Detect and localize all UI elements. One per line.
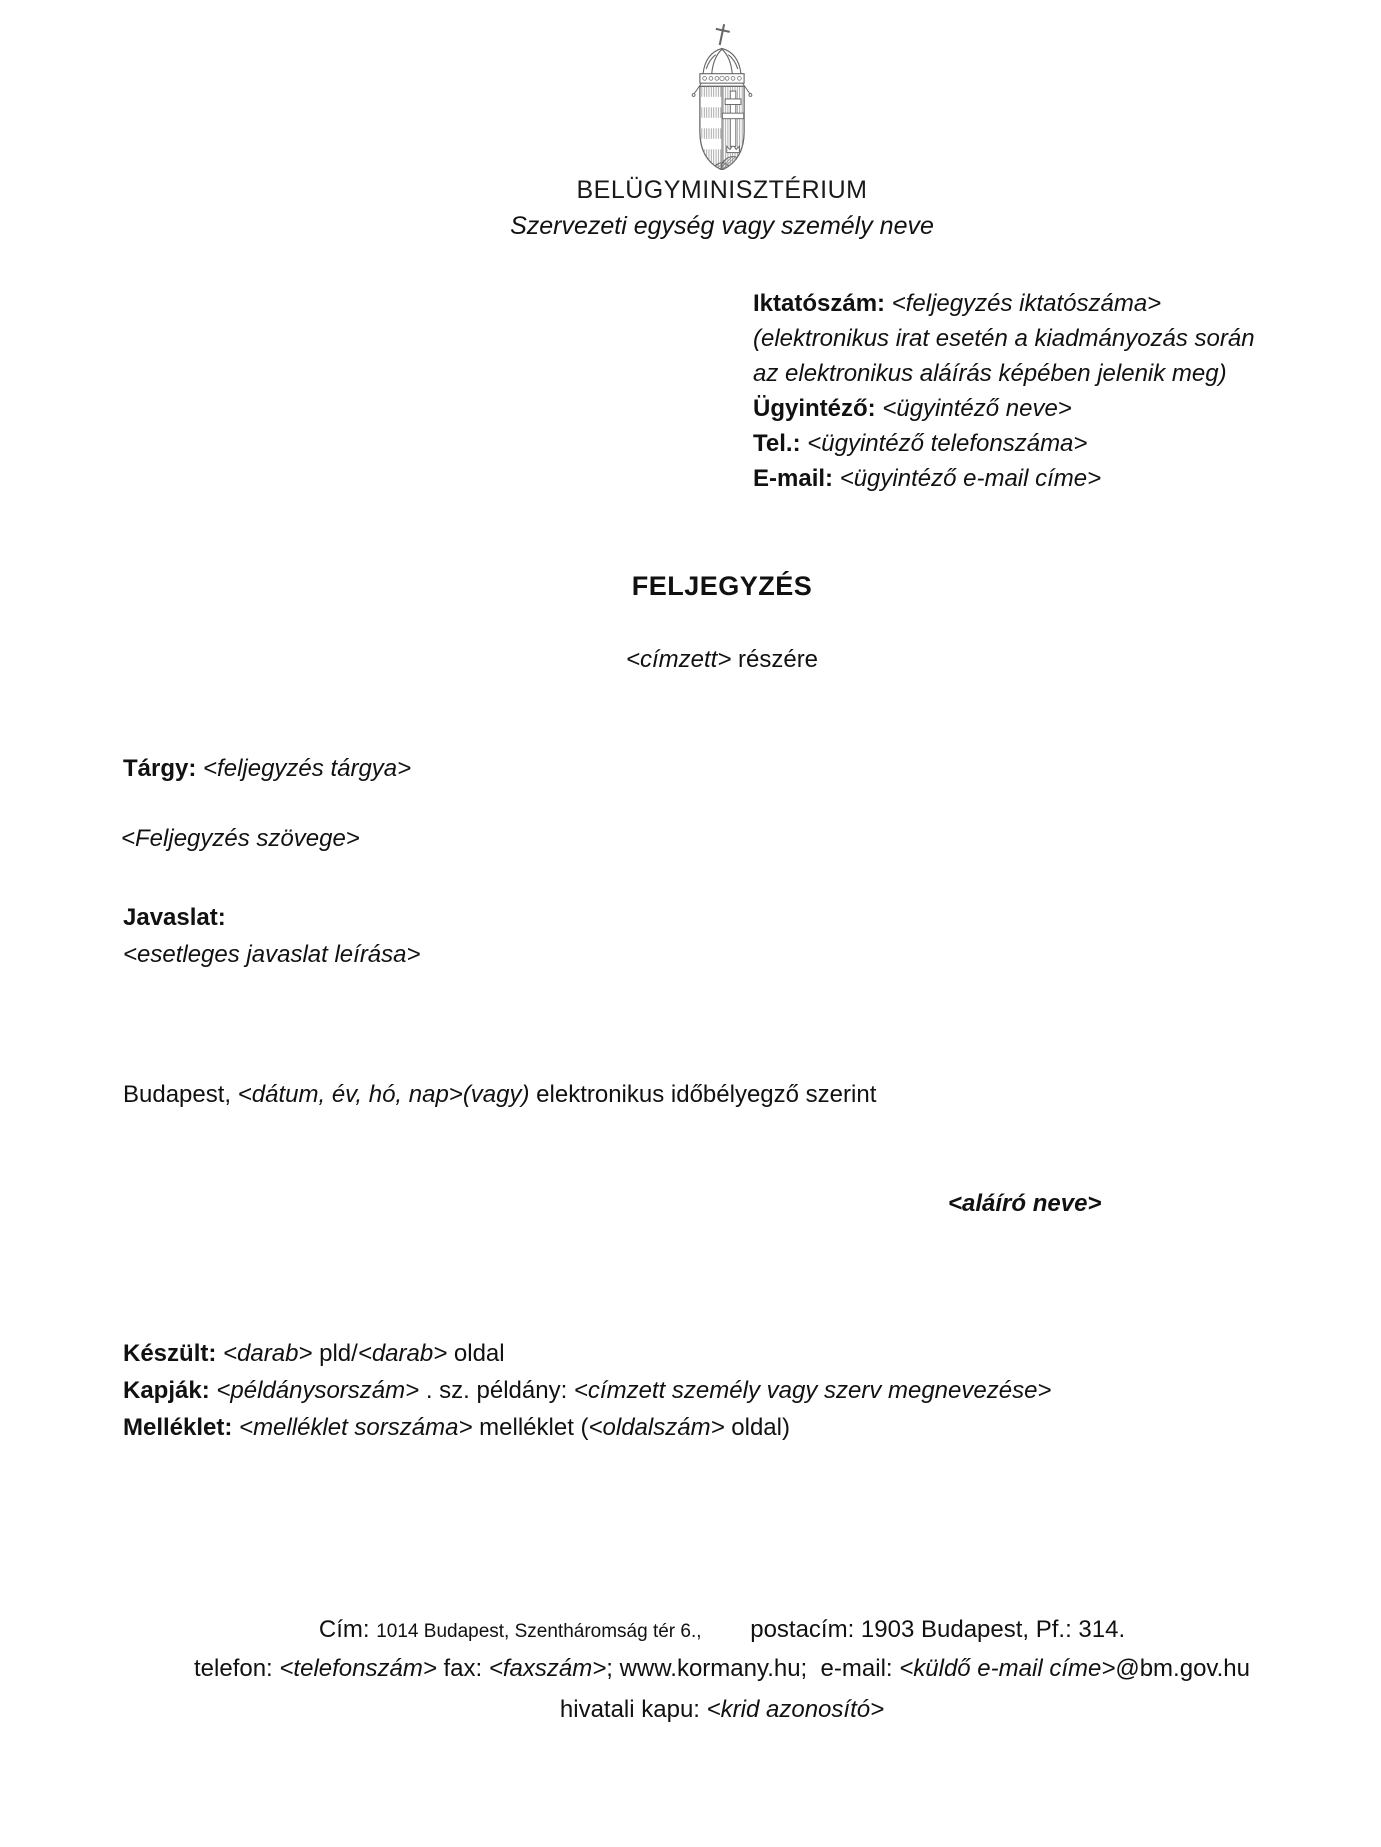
addressee-placeholder: <címzett> xyxy=(625,646,732,673)
org-unit-name: Szervezeti egység vagy személy neve xyxy=(510,212,934,240)
date-vagy: (vagy) xyxy=(462,1081,530,1108)
footer-phone-label: telefon: xyxy=(194,1655,273,1682)
gateway-label: hivatali kapu: xyxy=(559,1696,700,1723)
date-line xyxy=(123,1081,876,1109)
proposal-label: Javaslat: xyxy=(123,904,226,931)
subject-placeholder: <feljegyzés tárgya> xyxy=(203,755,412,782)
city-label: Budapest, xyxy=(123,1081,232,1108)
copies-suffix: oldal xyxy=(453,1340,505,1367)
phone-placeholder: <ügyintéző telefonszáma> xyxy=(807,430,1088,457)
document-title: FELJEGYZÉS xyxy=(631,571,813,601)
copy-number-placeholder: <példánysorszám> xyxy=(216,1377,420,1404)
address-label: Cím: xyxy=(318,1616,370,1643)
footer-address-line xyxy=(123,1616,1321,1644)
signer-name-placeholder: <aláíró neve> xyxy=(948,1190,1102,1217)
subject-line xyxy=(123,755,411,783)
clerk-label: Ügyintéző: xyxy=(753,395,876,422)
addressee-line xyxy=(123,646,1321,674)
footer-web-and-email-label: ; www.kormany.hu; e-mail: xyxy=(606,1655,893,1682)
postal-address: postacím: 1903 Budapest, Pf.: 314. xyxy=(750,1616,1126,1643)
footer-fax-placeholder: <faxszám> xyxy=(488,1655,607,1682)
date-placeholder: <dátum, év, hó, nap> xyxy=(237,1081,463,1108)
attachment-number-placeholder: <melléklet sorszáma> xyxy=(239,1414,473,1441)
copies-count-placeholder: <darab> xyxy=(223,1340,313,1367)
recipients-mid: . sz. példány: xyxy=(425,1377,574,1404)
footer-gateway-line xyxy=(123,1696,1321,1724)
clerk-line xyxy=(753,391,1255,426)
attachment-line xyxy=(123,1409,1051,1446)
body-text-placeholder: <Feljegyzés szövege> xyxy=(121,825,360,852)
phone-line xyxy=(753,426,1255,461)
email-line xyxy=(753,461,1255,496)
registration-number-line xyxy=(753,286,1255,321)
clerk-name-placeholder: <ügyintéző neve> xyxy=(882,395,1072,422)
recipients-line xyxy=(123,1372,1051,1409)
attachment-suffix: oldal) xyxy=(731,1414,790,1441)
attachment-mid: melléklet ( xyxy=(479,1414,589,1441)
email-placeholder: <ügyintéző e-mail címe> xyxy=(839,465,1102,492)
copies-line xyxy=(123,1335,1051,1372)
distribution-block xyxy=(123,1335,1051,1446)
electronic-note-line-2: az elektronikus aláírás képében jelenik meg) xyxy=(753,360,1227,387)
date-suffix: elektronikus időbélyegző szerint xyxy=(536,1081,877,1108)
subject-label: Tárgy: xyxy=(123,755,197,782)
registration-number-placeholder: <feljegyzés iktatószáma> xyxy=(891,290,1162,317)
address-value: 1014 Budapest, Szentháromság tér 6., xyxy=(376,1621,702,1642)
pages-count-placeholder: <darab> xyxy=(357,1340,448,1367)
gateway-id-placeholder: <krid azonosító> xyxy=(706,1696,885,1723)
copies-label: Készült: xyxy=(123,1340,217,1367)
recipient-name-placeholder: <címzett személy vagy szerv megnevezése> xyxy=(573,1377,1052,1404)
meta-block xyxy=(753,286,1255,496)
copies-mid: pld/ xyxy=(319,1340,358,1367)
footer-fax-label: fax: xyxy=(443,1655,483,1682)
attachment-label: Melléklet: xyxy=(123,1414,233,1441)
recipients-label: Kapják: xyxy=(123,1377,210,1404)
phone-label: Tel.: xyxy=(753,430,801,457)
footer-email-placeholder: <küldő e-mail címe> xyxy=(899,1655,1116,1682)
ministry-name: BELÜGYMINISZTÉRIUM xyxy=(576,176,868,204)
attachment-pages-placeholder: <oldalszám> xyxy=(588,1414,725,1441)
electronic-note-line-1: (elektronikus irat esetén a kiadmányozás során xyxy=(753,325,1255,352)
email-label: E-mail: xyxy=(753,465,834,492)
footer-contact-line xyxy=(123,1655,1321,1683)
hungarian-coat-of-arms-icon xyxy=(686,20,758,170)
registration-number-label: Iktatószám: xyxy=(753,290,886,317)
addressee-suffix: részére xyxy=(738,646,819,673)
proposal-placeholder: <esetleges javaslat leírása> xyxy=(123,941,421,968)
proposal-block xyxy=(123,899,421,973)
footer-phone-placeholder: <telefonszám> xyxy=(279,1655,437,1682)
footer-email-domain: @bm.gov.hu xyxy=(1115,1655,1250,1682)
